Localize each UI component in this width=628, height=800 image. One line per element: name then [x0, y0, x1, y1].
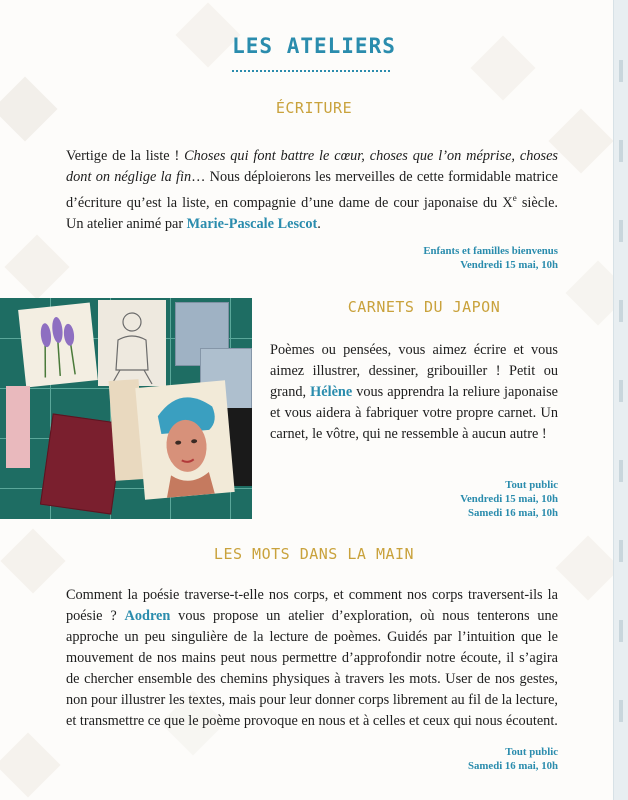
- audience-label: Tout public: [505, 479, 558, 491]
- section-meta-carnets: [298, 478, 558, 520]
- section-body-carnets: [270, 340, 558, 445]
- background-diamond: [0, 732, 61, 797]
- body-text: .: [317, 215, 321, 232]
- background-diamond: [4, 234, 69, 299]
- notebooks-photo: [0, 298, 252, 519]
- sketch-notebook: [98, 300, 166, 386]
- page-title: LES ATELIERS: [232, 34, 396, 58]
- audience-label: Enfants et familles bienvenus: [423, 245, 558, 257]
- session-date: Samedi 16 mai, 10h: [468, 760, 558, 772]
- host-name: Marie-Pascale Lescot: [186, 215, 318, 232]
- section-meta-ecriture: [298, 244, 558, 272]
- lavender-notebook: [18, 302, 98, 387]
- host-name: Hélène: [310, 384, 353, 400]
- session-date: Vendredi 15 mai, 10h: [460, 493, 558, 505]
- quote-text: Choses qui font battre le cœur, choses que l’on méprise, choses dont on néglige la fin: [66, 148, 558, 185]
- pink-card: [6, 386, 30, 468]
- section-meta-mots: [298, 745, 558, 773]
- section-title-mots: LES MOTS DANS LA MAIN: [213, 545, 415, 563]
- page-edge-strip: [613, 0, 628, 800]
- body-text: Vertige de la liste !: [66, 148, 185, 164]
- section-body-mots: [66, 585, 558, 732]
- body-text: Comment la poésie traverse-t-elle nos corps, et comment nos corps traversent-ils la poésie ?: [66, 587, 558, 624]
- body-text: vous propose un atelier d’exploration, où nous tenterons une approche un peu singulière de la lecture de poèmes. Guidés par l’intuition que le mouvement de nos mains peut nous permettre d’approfondir notre écoute, il s’agira de chercher ensemble des chemins physiques à travers les mots. User de nos gestes, non pour illustrer les textes, mais pour leur donner corps librement au fil de la lecture, et transmettre ce que le poème provoque en nous et à celles et ceux qui nous écoutent.: [66, 608, 558, 729]
- body-text: Poèmes ou pensées, vous aimez écrire et vous aimez illustrer, dessiner, gribouiller ! Petit ou grand,: [270, 342, 558, 400]
- audience-label: Tout public: [505, 746, 558, 758]
- background-diamond: [548, 108, 613, 173]
- title-divider: [232, 70, 390, 72]
- body-text: siècle. Un atelier animé par: [66, 194, 558, 232]
- section-body-ecriture: [66, 146, 558, 235]
- section-title-ecriture: ÉCRITURE: [275, 99, 353, 117]
- session-date: Samedi 16 mai, 10h: [468, 507, 558, 519]
- host-name: Aodren: [124, 608, 171, 624]
- portrait-notebook: [135, 380, 234, 499]
- superscript: e: [512, 193, 517, 203]
- section-title-carnets: CARNETS DU JAPON: [347, 298, 501, 316]
- body-text: … Nous déploierons les merveilles de cette formidable matrice d’écriture qu’est la liste, en compagnie d’une dame de cour japonaise du X: [66, 169, 558, 211]
- session-date: Vendredi 15 mai, 10h: [460, 259, 558, 271]
- body-text: vous apprendra la reliure japonaise et vous aidera à fabriquer votre propre carnet. Un carnet, le vôtre, qui ne ressemble à aucun autre !: [270, 384, 558, 442]
